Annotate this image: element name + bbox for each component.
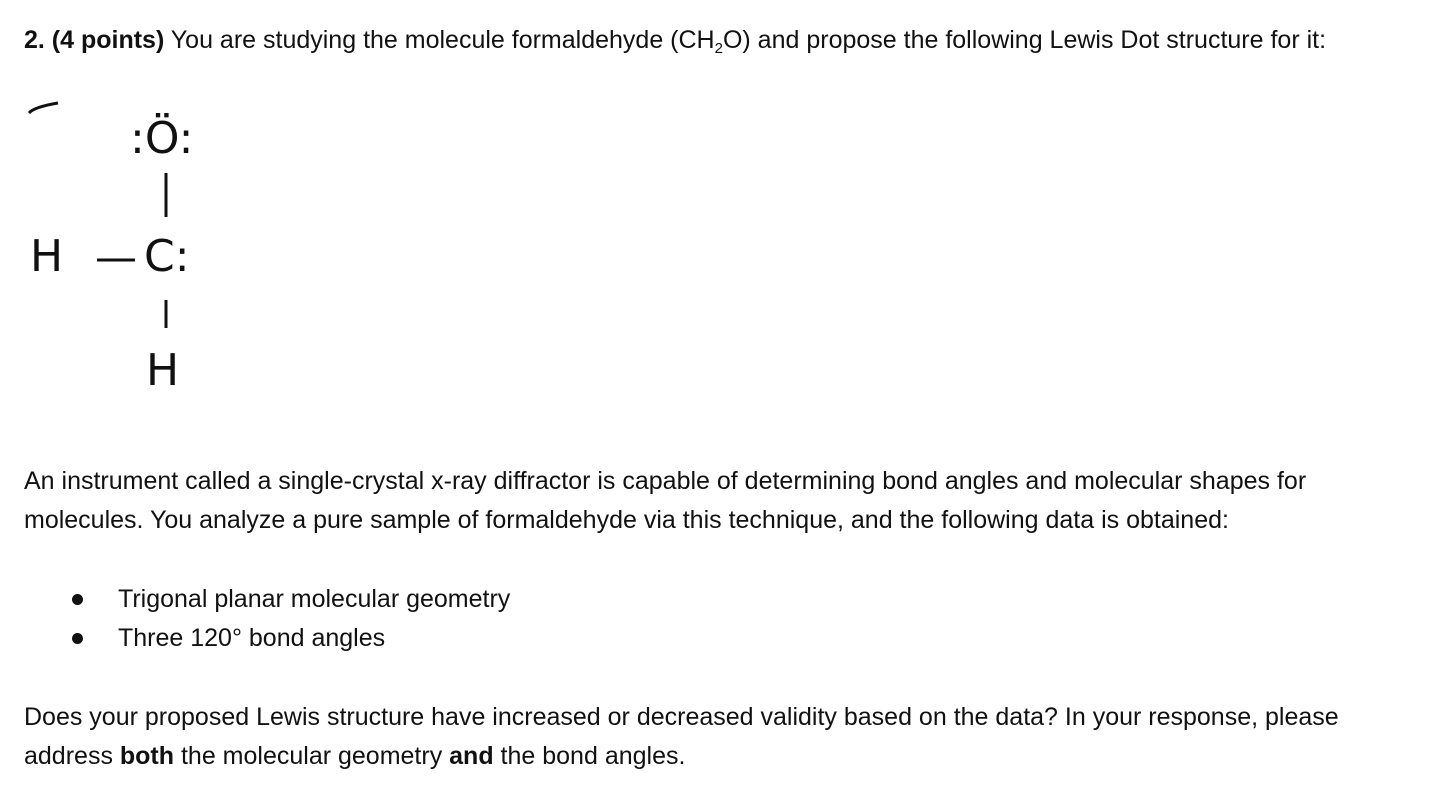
bullet-item	[68, 580, 510, 619]
oxygen-atom: :Ö:	[130, 113, 194, 164]
bullet-text: Trigonal planar molecular geometry	[118, 585, 511, 613]
formula-subscript: 2	[714, 40, 723, 57]
carbon-atom: C:	[144, 231, 190, 282]
bullet-dot-icon	[72, 633, 83, 644]
prompt-bold-both: both	[119, 742, 175, 770]
crop-mark	[29, 103, 58, 113]
hydrogen-atom-left: H	[30, 231, 64, 282]
response-prompt-paragraph	[24, 698, 1424, 776]
bullet-dot-icon	[72, 594, 83, 605]
question-header	[24, 22, 1326, 67]
question-number-points: 2. (4 points)	[24, 26, 165, 54]
instrument-paragraph: An instrument called a single-crystal x-ray diffractor is capable of determining bond angles and molecular shapes for molecules. You analyze a pure sample of formaldehyde via this technique, and the following data is obtained:	[24, 467, 1307, 534]
prompt-bold-and: and	[449, 742, 494, 770]
question-text-end: O) and propose the following Lewis Dot structure for it:	[722, 26, 1327, 54]
bullet-item	[68, 619, 510, 658]
prompt-text-3: the bond angles.	[493, 742, 686, 770]
hydrogen-atom-bottom: H	[146, 345, 180, 396]
data-bullet-list	[68, 580, 510, 658]
lewis-structure-diagram	[20, 95, 250, 415]
bullet-text: Three 120° bond angles	[118, 624, 386, 652]
prompt-text-2: the molecular geometry	[174, 742, 450, 770]
prompt-text-1: Does your proposed Lewis structure have increased or decreased validity based on the data? In your response, please address	[24, 703, 1339, 770]
question-text-start: You are studying the molecule formaldehyde (CH	[164, 26, 715, 54]
